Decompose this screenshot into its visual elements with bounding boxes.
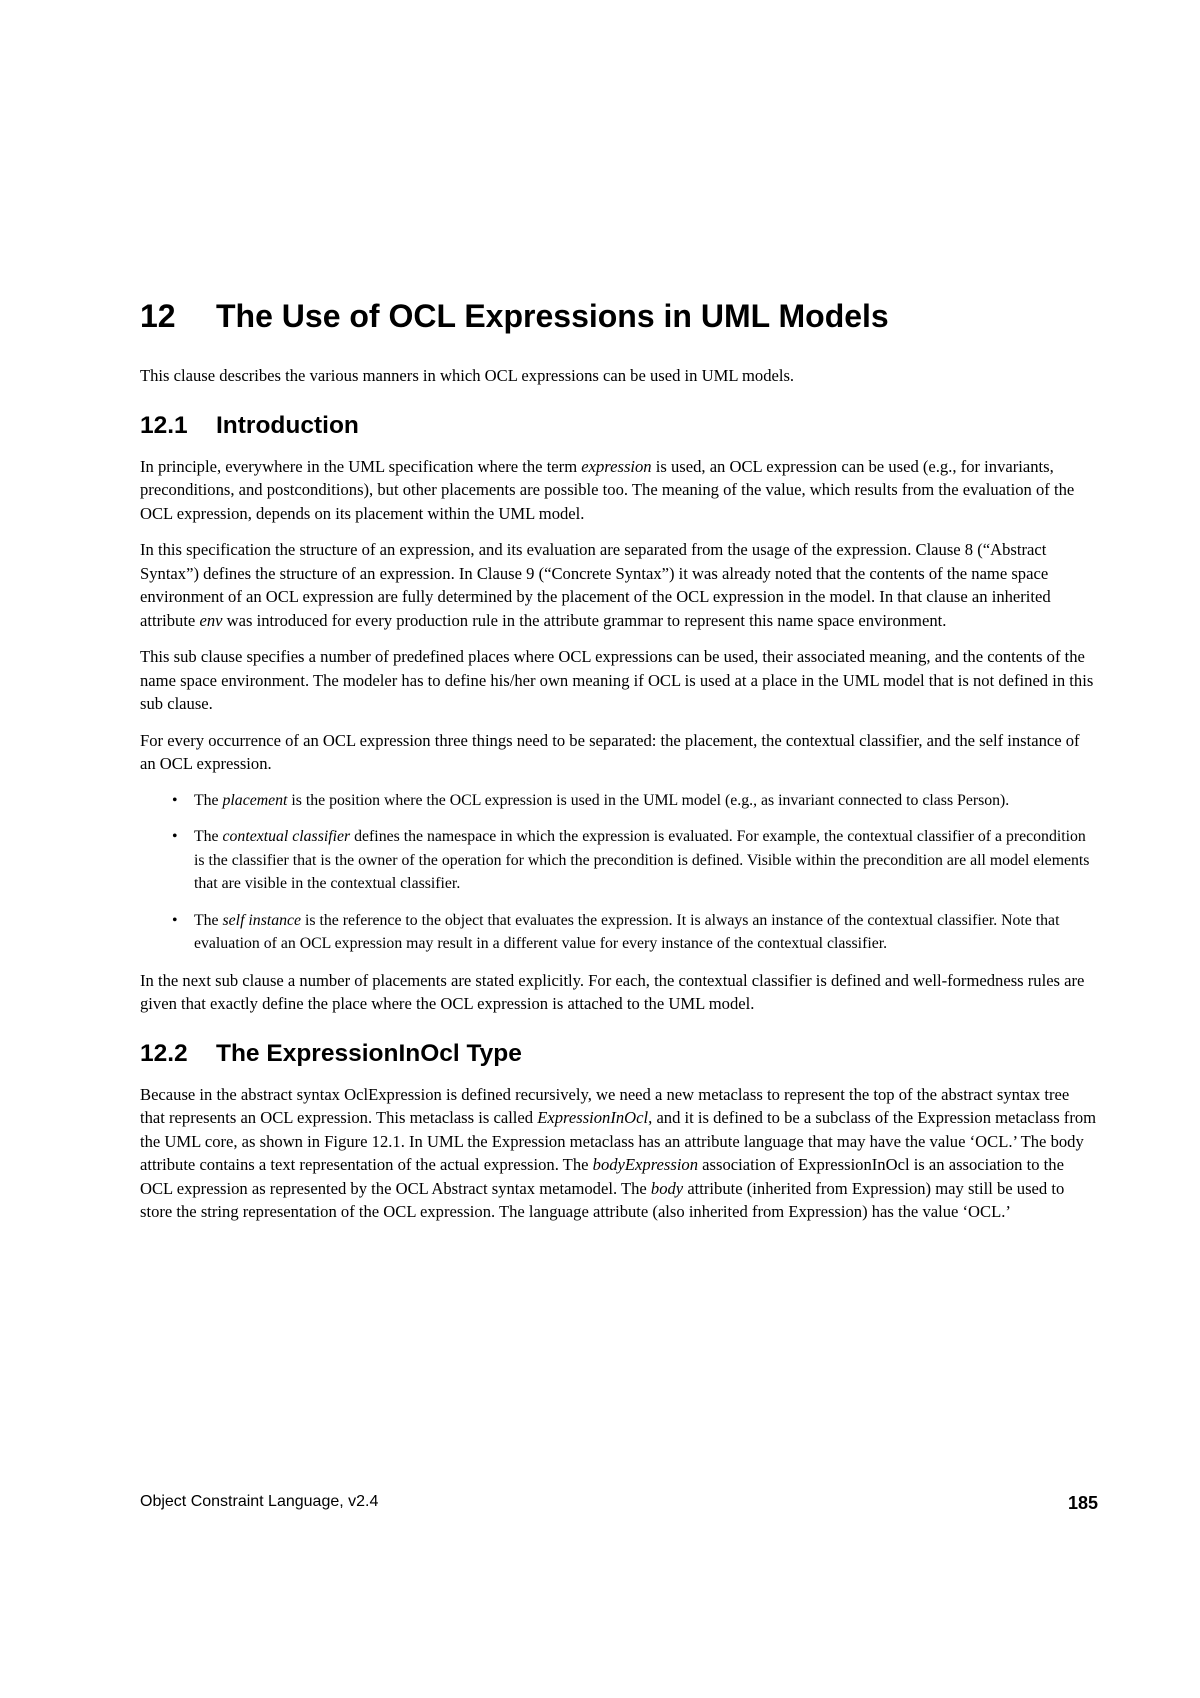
emphasis: body [650, 1178, 684, 1198]
text-run: attribute (inherited from Expression) may still be used to store the string representation of the OCL expression. The language attribute (also inherited from Expression) has the value ‘OCL.’ [140, 1178, 1065, 1221]
text-run: In principle, everywhere in the UML specification where the term [140, 456, 582, 476]
text-run: was introduced for every production rule in the attribute grammar to represent this name space environment. [222, 610, 947, 630]
paragraph: In the next sub clause a number of placements are stated explicitly. For each, the contextual classifier is defined and well-formedness rules are given that exactly define the place where the OCL expression is attached to the UML model. [140, 970, 1085, 1013]
section-title: Introduction [216, 411, 359, 439]
list-item [140, 909, 1098, 956]
section-heading-12-2 [140, 1038, 1098, 1070]
emphasis: expression [581, 456, 652, 476]
emphasis: bodyExpression [592, 1155, 699, 1174]
bullet-icon: • [172, 791, 178, 809]
section-number: 12.2 [140, 1039, 188, 1067]
paragraph [140, 538, 1098, 632]
section-heading-12-1 [140, 410, 1098, 442]
section-number: 12.1 [140, 411, 188, 439]
list-item [140, 789, 1098, 813]
bullet-icon: • [172, 828, 178, 845]
emphasis: ExpressionInOcl [537, 1108, 649, 1127]
paragraph: This sub clause specifies a number of predefined places where OCL expressions can be used, their associated meaning, and the contents of the name space environment. The modeler has to define his/her own meaning if OCL is used at a place in the UML model that is not defined in this sub clause. [140, 647, 1094, 713]
text-run: In this specification the structure of an expression, and its evaluation are separated from the usage of the expression. Clause 8 (“Abstract Syntax”) defines the structure of an expression. In Clause 9 (“Concrete Syntax”) it was already noted that the contents of the name space environment of an OCL expression are fully determined by the placement of the OCL expression in the model. In that clause an inherited attribute [140, 540, 1051, 630]
chapter-number: 12 [140, 298, 176, 334]
section-title: The ExpressionInOcl Type [216, 1039, 522, 1067]
text-run: , and it is defined to be a subclass of the Expression metaclass from the UML core, as shown in Figure 12.1. In UML the Expression metaclass has an attribute language that may have the value ‘OCL.’ The body attribute contains a text representation of the actual expression. The [140, 1108, 1097, 1174]
chapter-title: The Use of OCL Expressions in UML Models [216, 298, 889, 334]
bullet-list [140, 789, 1098, 956]
text-run: The [194, 828, 223, 845]
paragraph [140, 1083, 1098, 1224]
text-run: The [194, 791, 223, 809]
list-item [140, 825, 1098, 896]
page-number: 185 [1067, 1493, 1098, 1513]
emphasis: placement [222, 791, 288, 809]
text-run: is the reference to the object that evaluates the expression. It is always an instance of the contextual classifier. Note that evaluation of an OCL expression may result in a different value for every instance of the contextual classifier. [194, 911, 1060, 952]
chapter-intro: This clause describes the various manners in which OCL expressions can be used in UML models. [140, 366, 795, 385]
text-run: defines the namespace in which the expression is evaluated. For example, the contextual classifier of a precondition is the classifier that is the owner of the operation for which the precondition is defined. Visible within the precondition are all model elements that are visible in the contextual classifier. [194, 828, 1090, 892]
chapter-heading [140, 296, 1098, 336]
paragraph [140, 455, 1098, 526]
bullet-icon: • [172, 911, 178, 929]
emphasis: env [199, 610, 223, 630]
footer-document-title: Object Constraint Language, v2.4 [140, 1493, 379, 1510]
emphasis: self instance [222, 911, 302, 929]
text-run: The [194, 911, 223, 929]
text-run: association of ExpressionInOcl is an association to the OCL expression as represented by the OCL Abstract syntax metamodel. The [140, 1155, 1064, 1198]
paragraph: For every occurrence of an OCL expression three things need to be separated: the placement, the contextual classifier, and the self instance of an OCL expression. [140, 730, 1080, 773]
text-run: is used, an OCL expression can be used (e.g., for invariants, preconditions, and postconditions), but other placements are possible too. The meaning of the value, which results from the evaluation of the OCL expression, depends on its placement within the UML model. [140, 456, 1075, 523]
emphasis: contextual classifier [222, 828, 351, 845]
text-run: Because in the abstract syntax OclExpression is defined recursively, we need a new metaclass to represent the top of the abstract syntax tree that represents an OCL expression. This metaclass is called [140, 1084, 1070, 1127]
text-run: is the position where the OCL expression is used in the UML model (e.g., as invariant connected to class Person). [287, 791, 1010, 809]
page-content [140, 296, 1098, 1237]
